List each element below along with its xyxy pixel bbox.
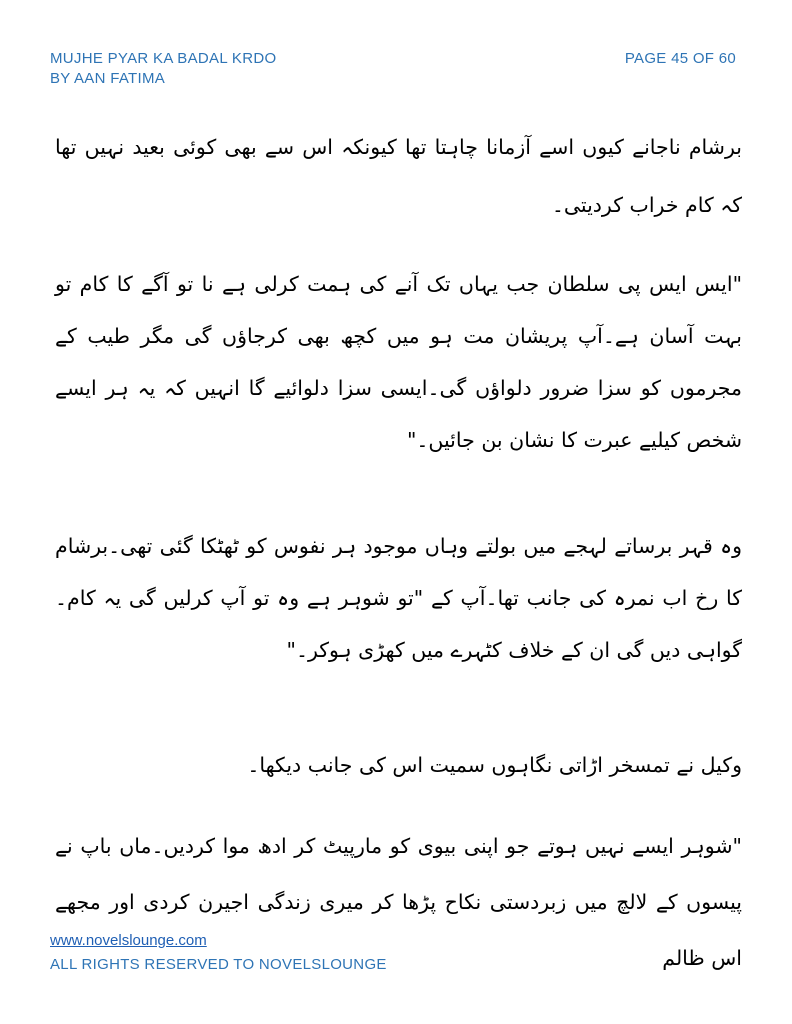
website-link[interactable]: www.novelslounge.com: [50, 932, 207, 949]
paragraph-5: "شوہر ایسے نہیں ہوتے جو اپنی بیوی کو مارپیٹ کر ادھ موا کردیں۔ماں باپ نے پیسوں کے لالچ میں زبردستی نکاح پڑھا کر میری زندگی اجیرن کردی اور مجھے اس ظالم: [55, 834, 742, 970]
paragraph-3: وہ قہر برساتے لہجے میں بولتے وہاں موجود ہر نفوس کو ٹھٹکا گئی تھی۔برشام کا رخ اب نمرہ کی جانب تھا۔آپ کے "تو شوہر ہے وہ تو آپ کرلیں گی یہ کام۔گواہی دیں گی ان کے خلاف کٹہرے میں کھڑی ہوکر۔": [55, 534, 742, 662]
rights-notice: ALL RIGHTS RESERVED TO NOVELSLOUNGE: [50, 956, 387, 973]
paragraph-2: "ایس ایس پی سلطان جب یہاں تک آنے کی ہمت کرلی ہے نا تو آگے کا کام تو بہت آسان ہے۔آپ پریشان مت ہو میں کچھ بھی کرجاؤں گی مگر طیب کے مجرموں کو سزا ضرور دلواؤں گی۔ایسی سزا دلوائیے گا انہیں کہ یہ ہر ایسے شخص کیلیے عبرت کا نشان بن جائیں۔": [55, 272, 742, 452]
paragraph-1: برشام ناجانے کیوں اسے آزمانا چاہتا تھا کیونکہ اس سے بھی کوئی بعید نہیں تھا کہ کام خراب کردیتی۔: [55, 135, 742, 217]
page-indicator: PAGE 45 OF 60: [624, 50, 736, 67]
paragraph-4: وکیل نے تمسخر اڑاتی نگاہوں سمیت اس کی جانب دیکھا۔: [247, 753, 742, 777]
author-name: BY AAN FATIMA: [50, 70, 166, 87]
novel-title: MUJHE PYAR KA BADAL KRDO: [50, 50, 277, 67]
